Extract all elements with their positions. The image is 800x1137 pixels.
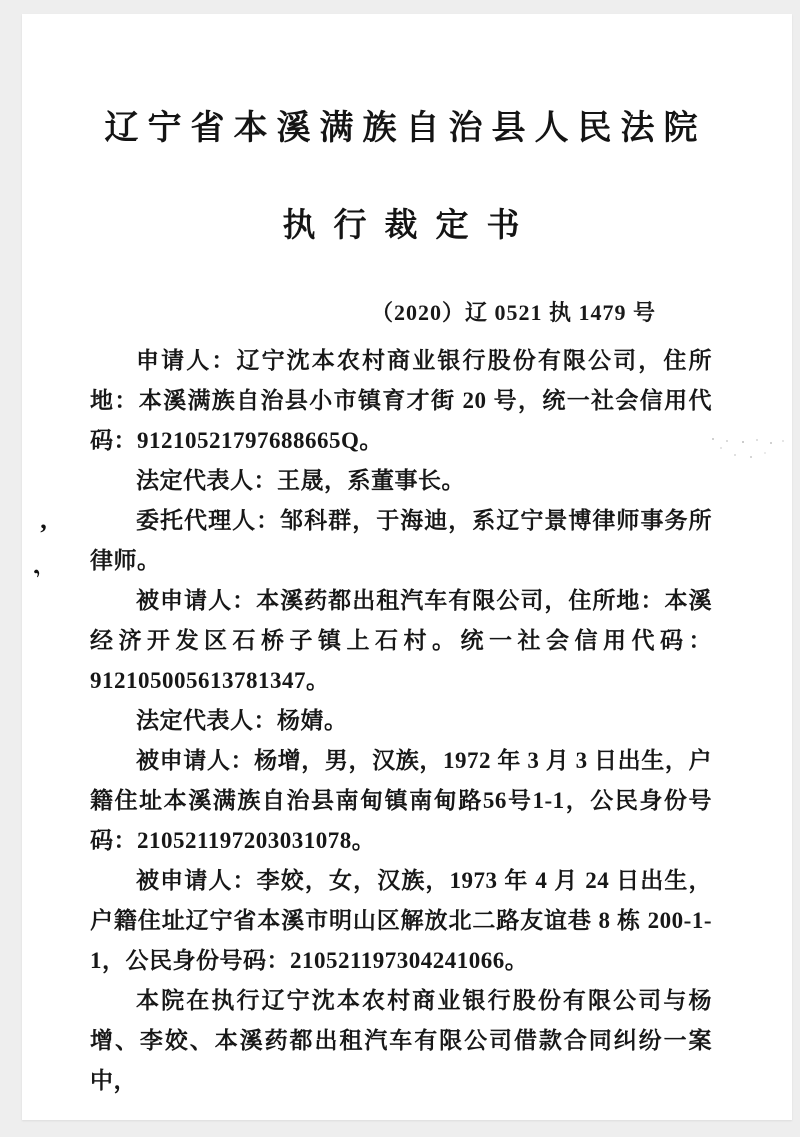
body-paragraph: 法定代表人：王晟，系董事长。: [136, 468, 465, 493]
document-page: [22, 14, 792, 1120]
body-paragraph: 被申请人：杨增，男，汉族，1972 年 3 月 3 日出生，户籍住址本溪满族自治县南甸镇南甸路56号1-1，公民身份号码：210521197203031078。: [90, 748, 712, 853]
document-title: 执行裁定书: [282, 208, 538, 244]
court-name: 辽宁省本溪满族自治县人民法院: [104, 110, 707, 147]
body-paragraph: 被申请人：李姣，女，汉族，1973 年 4 月 24 日出生，户籍住址辽宁省本溪市明山区解放北二路友谊巷 8 栋 200-1-1，公民身份号码：210521197304241066。: [90, 868, 712, 973]
body-paragraph: 被申请人：本溪药都出租汽车有限公司，住所地：本溪经济开发区石桥子镇上石村。统一社会信用代码：912105005613781347。: [90, 588, 712, 693]
document-body: [90, 341, 712, 1101]
body-paragraph: 申请人：辽宁沈本农村商业银行股份有限公司，住所地：本溪满族自治县小市镇育才街 20 号，统一社会信用代码：91210521797688665Q。: [90, 348, 712, 453]
body-paragraph: 法定代表人：杨婧。: [136, 708, 348, 733]
case-number: （2020）辽 0521 执 1479 号: [370, 300, 656, 325]
scan-artifact-smudge: [712, 438, 714, 440]
body-paragraph: 委托代理人：邹科群，于海迪，系辽宁景博律师事务所律师。: [90, 508, 712, 573]
body-paragraph: 本院在执行辽宁沈本农村商业银行股份有限公司与杨增、李姣、本溪药都出租汽车有限公司借款合同纠纷一案中，: [90, 988, 712, 1093]
document-content: [90, 14, 712, 1101]
scan-artifact-mark: ’: [29, 564, 53, 590]
scan-artifact-mark: ’: [39, 519, 48, 548]
